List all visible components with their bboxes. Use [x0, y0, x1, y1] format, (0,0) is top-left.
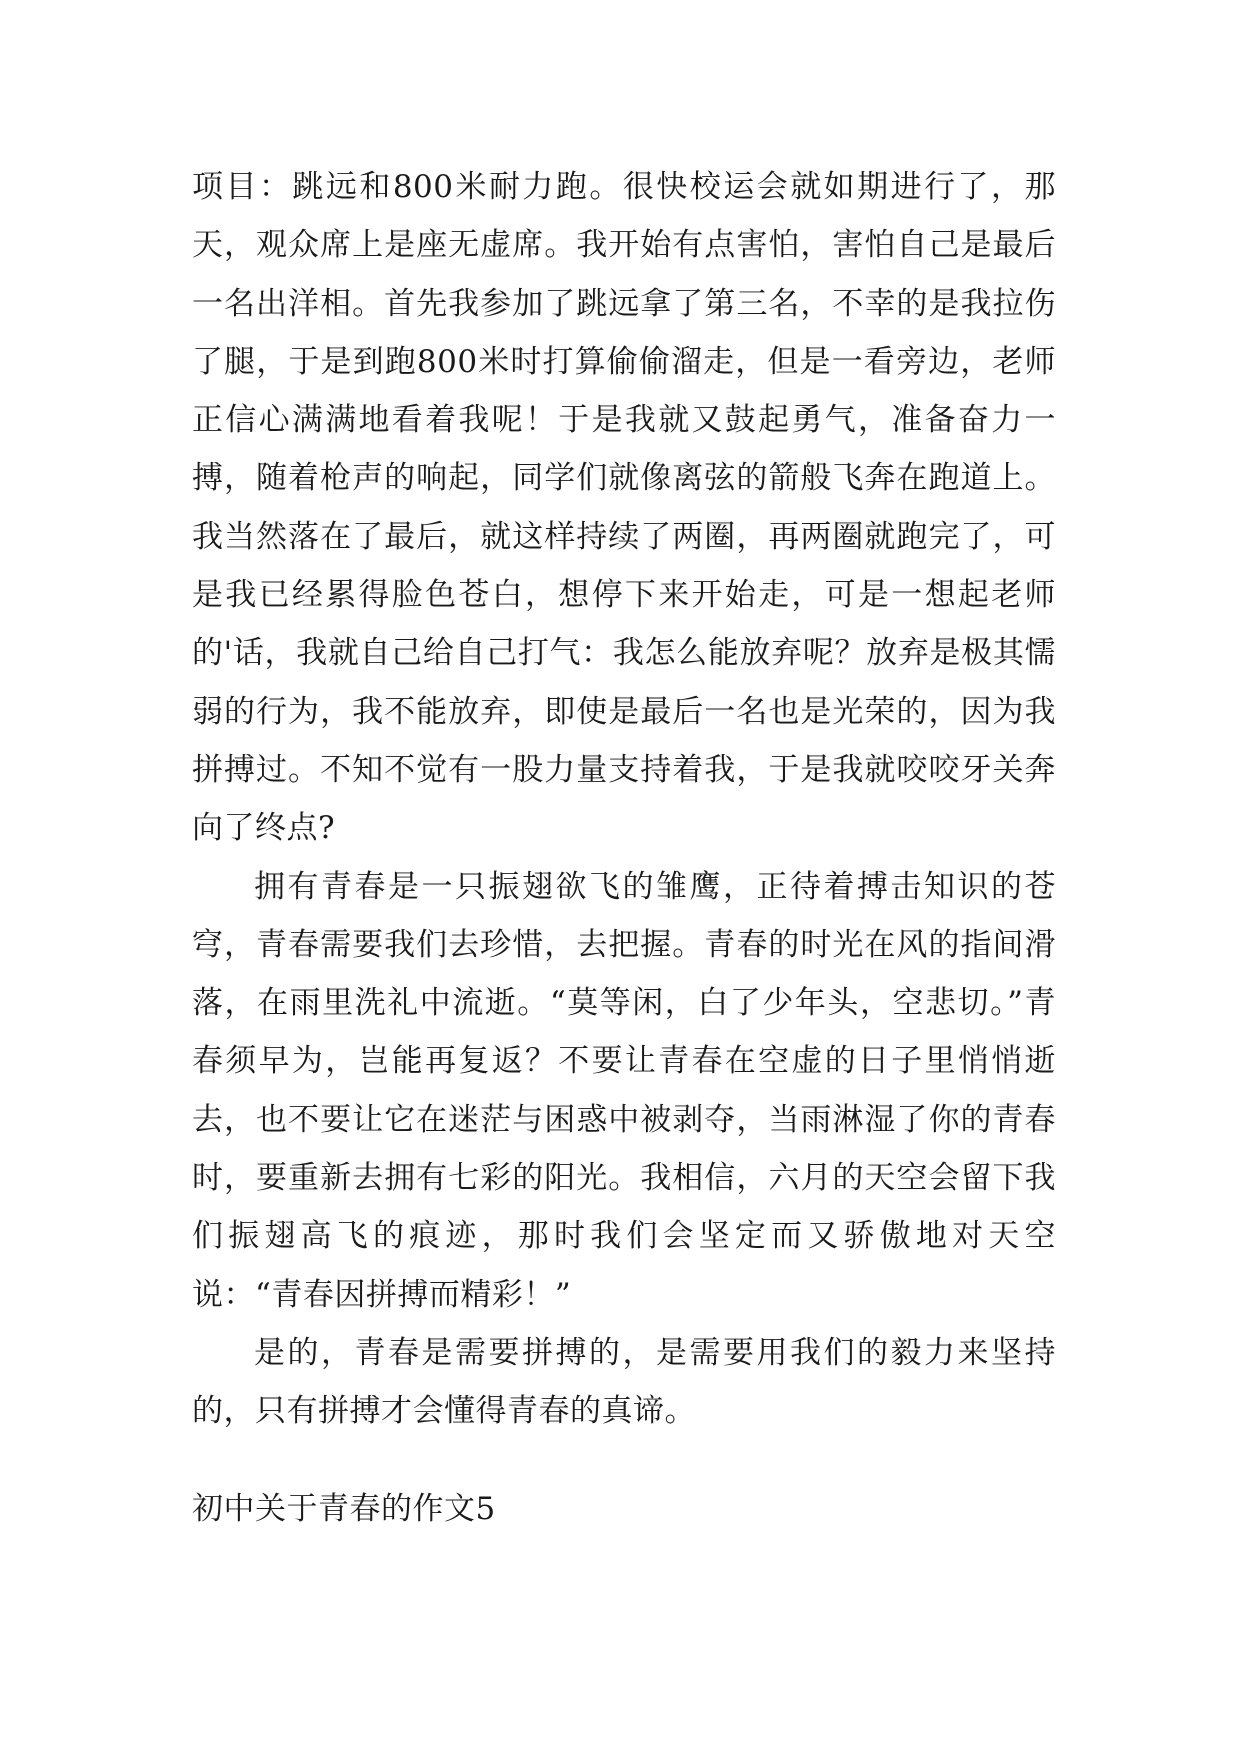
paragraph-race-story: 项目：跳远和800米耐力跑。很快校运会就如期进行了，那天，观众席上是座无虚席。我开始有点害怕，害怕自己是最后一名出洋相。首先我参加了跳远拿了第三名，不幸的是我拉伤了腿，于是到跑800米时打算偷偷溜走，但是一看旁边，老师正信心满满地看着我呢！于是我就又鼓起勇气，准备奋力一搏，随着枪声的响起，同学们就像离弦的箭般飞奔在跑道上。我当然落在了最后，就这样持续了两圈，再两圈就跑完了，可是我已经累得脸色苍白，想停下来开始走，可是一想起老师的'话，我就自己给自己打气：我怎么能放弃呢？放弃是极其懦弱的行为，我不能放弃，即使是最后一名也是光荣的，因为我拼搏过。不知不觉有一股力量支持着我，于是我就咬咬牙关奔向了终点? [192, 169, 1056, 847]
document-body [192, 158, 1056, 1441]
paragraph-conclusion: 是的，青春是需要拼搏的，是需要用我们的毅力来坚持的，只有拼搏才会懂得青春的真谛。 [192, 1334, 1056, 1430]
section-heading: 初中关于青春的作文5 [192, 1491, 496, 1527]
paragraph-youth-eagle: 拥有青春是一只振翅欲飞的雏鹰，正待着搏击知识的苍穹，青春需要我们去珍惜，去把握。青春的时光在风的指间滑落，在雨里洗礼中流逝。“莫等闲，白了少年头，空悲切。”青春须早为，岂能再复返？不要让青春在空虚的日子里悄悄逝去，也不要让它在迷茫与困惑中被剥夺，当雨淋湿了你的青春时，要重新去拥有七彩的阳光。我相信，六月的天空会留下我们振翅高飞的痕迹，那时我们会坚定而又骄傲地对天空说：“青春因拼搏而精彩！” [192, 868, 1056, 1313]
